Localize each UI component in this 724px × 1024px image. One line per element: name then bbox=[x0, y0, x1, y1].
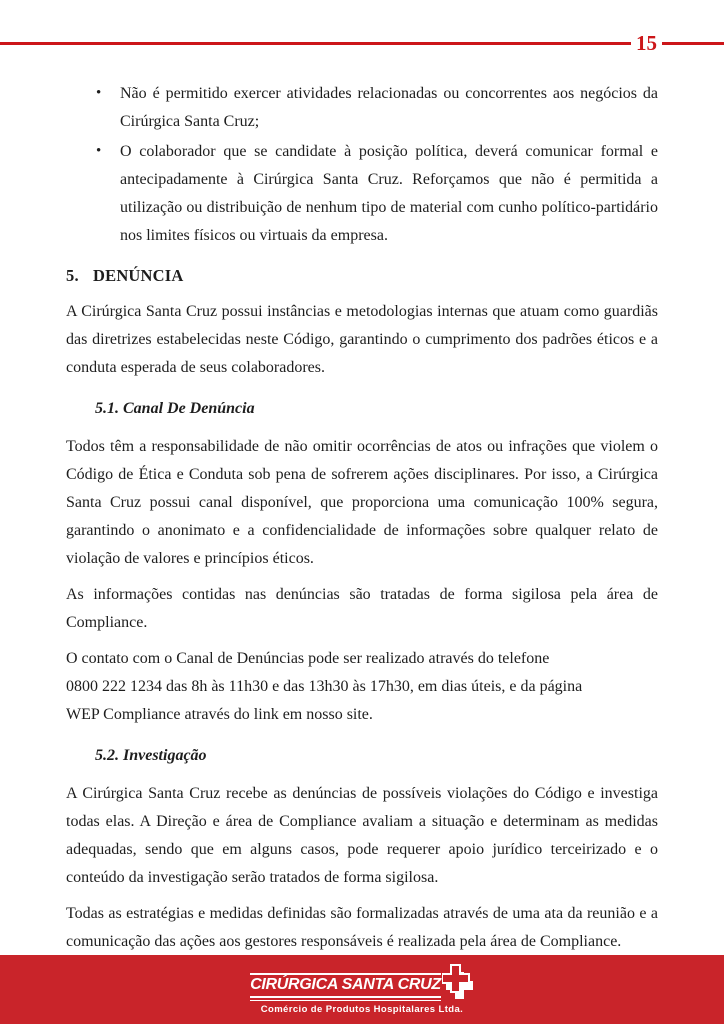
logo-underlines bbox=[250, 994, 441, 1001]
section-title: DENÚNCIA bbox=[93, 266, 184, 285]
document-content bbox=[66, 80, 658, 964]
paragraph-contact bbox=[66, 645, 658, 729]
logo-tagline: Comércio de Produtos Hospitalares Ltda. bbox=[260, 1004, 464, 1015]
bullet-text: O colaborador que se candidate à posição política, deverá comunicar formal e antecipadamente à Cirúrgica Santa Cruz. Reforçamos que não é permitida a utilização ou distribuição de nenhum tipo de material com cunho político-partidário nos limites físicos ou virtuais da empresa. bbox=[120, 143, 658, 244]
bullet-icon: • bbox=[96, 143, 102, 159]
list-item bbox=[66, 80, 658, 136]
header-rule-right bbox=[662, 42, 724, 45]
bullet-text: Não é permitido exercer atividades relacionadas ou concorrentes aos negócios da Cirúrgica Santa Cruz; bbox=[120, 85, 658, 130]
paragraph: Todas as estratégias e medidas definidas são formalizadas através de uma ata da reunião e a comunicação das ações aos gestores responsáveis é realizada pela área de Compliance. bbox=[66, 905, 658, 950]
cross-icon bbox=[442, 964, 474, 1005]
contact-line: O contato com o Canal de Denúncias pode ser realizado através do telefone bbox=[66, 650, 550, 667]
logo-row bbox=[250, 964, 474, 1001]
section-number: 5. bbox=[66, 266, 79, 285]
paragraph: As informações contidas nas denúncias são tratadas de forma sigilosa pela área de Compliance. bbox=[66, 586, 658, 631]
contact-line: WEP Compliance através do link em nosso site. bbox=[66, 706, 373, 723]
paragraph: Todos têm a responsabilidade de não omitir ocorrências de atos ou infrações que violem o Código de Ética e Conduta sob pena de sofrerem ações disciplinares. Por isso, a Cirúrgica Santa Cruz possui canal disponível, que proporciona uma comunicação 100% segura, garantindo o anonimato e a confidencialidade de informações sobre qualquer relato de violação de valores e princípios éticos. bbox=[66, 438, 658, 567]
company-logo bbox=[250, 964, 474, 1015]
subsection-heading-5-2: 5.2. Investigação bbox=[95, 747, 207, 764]
page-footer bbox=[0, 955, 724, 1024]
page-header bbox=[0, 31, 724, 55]
list-item bbox=[66, 138, 658, 250]
logo-overline bbox=[250, 973, 441, 975]
paragraph-section-intro: A Cirúrgica Santa Cruz possui instâncias e metodologias internas que atuam como guardiãs das diretrizes estabelecidas neste Código, garantindo o cumprimento dos padrões éticos e a conduta esperada de seus colaboradores. bbox=[66, 303, 658, 376]
logo-underline bbox=[250, 996, 441, 998]
page-number: 15 bbox=[636, 30, 657, 55]
header-rule-left bbox=[0, 42, 631, 45]
logo-underline bbox=[250, 1000, 441, 1002]
section-heading bbox=[66, 262, 658, 290]
contact-line: 0800 222 1234 das 8h às 11h30 e das 13h30 às 17h30, em dias úteis, e da página bbox=[66, 678, 583, 695]
subsection-heading-5-1: 5.1. Canal De Denúncia bbox=[95, 400, 255, 417]
logo-text: CIRÚRGICA SANTA CRUZ bbox=[250, 976, 441, 994]
paragraph: A Cirúrgica Santa Cruz recebe as denúncias de possíveis violações do Código e investiga todas elas. A Direção e área de Compliance avaliam a situação e determinam as medidas adequadas, sendo que em alguns casos, pode requerer apoio jurídico terceirizado e o conteúdo da investigação serão tratados de forma sigilosa. bbox=[66, 785, 658, 886]
logo-text-block bbox=[250, 973, 441, 1001]
bullet-icon: • bbox=[96, 85, 102, 101]
bullet-list bbox=[66, 80, 658, 250]
